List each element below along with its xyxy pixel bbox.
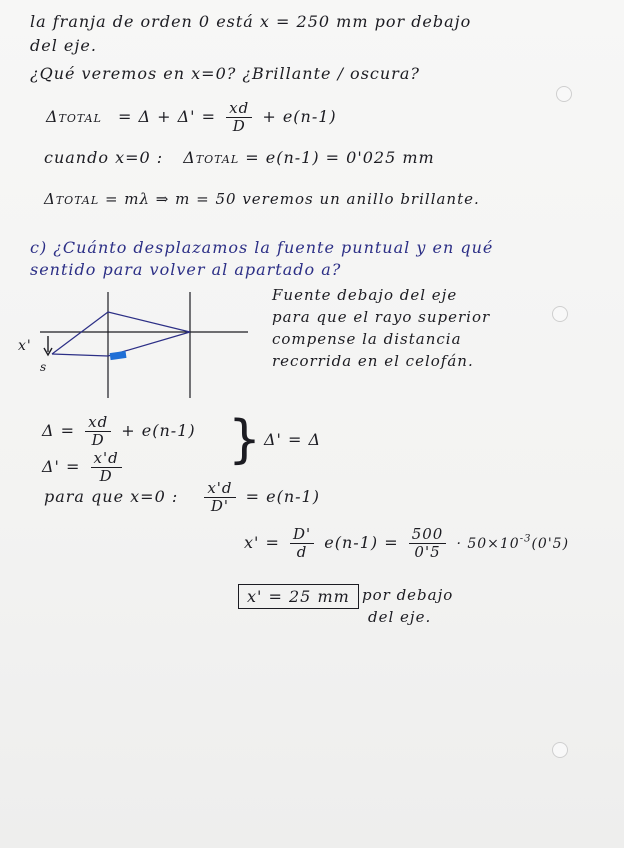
brace-result: Δ' = Δ xyxy=(264,430,322,449)
binder-hole-decor-2 xyxy=(552,306,568,322)
l5-c: = e(n-1) = 0'025 mm xyxy=(245,148,435,167)
equation-delta xyxy=(42,414,196,449)
x-tail2: (0'5) xyxy=(531,536,570,552)
para-que-text: para que x=0 : xyxy=(44,487,179,506)
eq1-den: D xyxy=(232,117,246,135)
x-den2: 0'5 xyxy=(414,543,441,561)
ray-lower-1 xyxy=(52,354,108,356)
x-mid: e(n-1) = xyxy=(324,533,399,552)
x-lhs: x' = xyxy=(244,533,280,552)
x-tail: · 50×10 xyxy=(456,536,520,552)
para-num: x'd xyxy=(204,480,235,498)
eq1-lhs: Δ xyxy=(46,107,59,126)
l5-b: Δ xyxy=(183,148,196,167)
x-exp: -3 xyxy=(519,533,532,545)
l5-a: cuando x=0 : xyxy=(44,148,164,167)
eq1-lhs-sub: TOTAL xyxy=(58,112,102,125)
eqA-tail: + e(n-1) xyxy=(121,421,196,440)
x-den: d xyxy=(296,543,308,561)
ray-upper-1 xyxy=(52,312,108,354)
question-line: ¿Qué veremos en x=0? ¿Brillante / oscura? xyxy=(30,64,420,83)
equation-para-que xyxy=(44,480,320,515)
text-line-1: la franja de orden 0 está x = 250 mm por debajo xyxy=(30,12,472,31)
note-line-2: para que el rayo superior xyxy=(272,308,491,326)
eq1-tail: + e(n-1) xyxy=(262,107,337,126)
l6-b: = mλ ⇒ m = 50 veremos un anillo brillante. xyxy=(104,190,480,208)
l5-sub: TOTAL xyxy=(195,153,240,166)
diagram-label-x: x' xyxy=(18,338,32,354)
result-note-2: del eje. xyxy=(368,608,432,626)
eqB-num: x'd xyxy=(91,450,122,468)
para-tail: = e(n-1) xyxy=(245,487,320,506)
eq1-mid: = Δ + Δ' = xyxy=(118,107,217,126)
result-note-1: por debajo xyxy=(362,586,454,604)
equation-x-prime xyxy=(244,526,569,561)
brace-icon: } xyxy=(228,410,262,470)
eqA-den: D xyxy=(91,431,105,449)
arrowhead-icon xyxy=(44,348,52,355)
equation-m-lambda xyxy=(44,190,480,208)
l6-a: Δ xyxy=(44,190,56,208)
x-fraction-1 xyxy=(290,526,314,561)
x-num: D' xyxy=(290,526,314,544)
l6-sub: TOTAL xyxy=(55,194,100,207)
eqB-lhs: Δ' = xyxy=(42,457,81,476)
ray-lower-2 xyxy=(108,332,190,356)
ray-upper-2 xyxy=(108,312,190,332)
para-den: D' xyxy=(210,497,230,515)
x-num2: 500 xyxy=(409,526,447,544)
eq1-num: xd xyxy=(226,100,252,118)
note-line-3: compense la distancia xyxy=(272,330,462,348)
eqA-lhs: Δ = xyxy=(42,421,76,440)
diagram-rays xyxy=(52,312,190,356)
eq1-fraction xyxy=(226,100,252,135)
question-c-line-1: c) ¿Cuánto desplazamos la fuente puntual y en qué xyxy=(30,238,494,257)
para-fraction xyxy=(204,480,235,515)
note-line-4: recorrida en el celofán. xyxy=(272,352,474,370)
equation-x-zero xyxy=(44,148,435,167)
equation-delta-total xyxy=(46,100,337,135)
eqA-fraction xyxy=(85,414,111,449)
binder-hole-decor-1 xyxy=(556,86,572,102)
note-line-1: Fuente debajo del eje xyxy=(272,286,458,304)
eqB-den: D xyxy=(99,467,113,485)
eqA-num: xd xyxy=(85,414,111,432)
text-line-2: del eje. xyxy=(30,36,97,55)
x-fraction-2 xyxy=(409,526,447,561)
result-box: x' = 25 mm xyxy=(238,584,359,609)
celofan-strip xyxy=(110,351,127,360)
question-c-line-2: sentido para volver al apartado a? xyxy=(30,260,342,279)
diagram-label-s: s xyxy=(40,360,48,374)
diagram-axis xyxy=(40,292,248,398)
binder-hole-decor-3 xyxy=(552,742,568,758)
